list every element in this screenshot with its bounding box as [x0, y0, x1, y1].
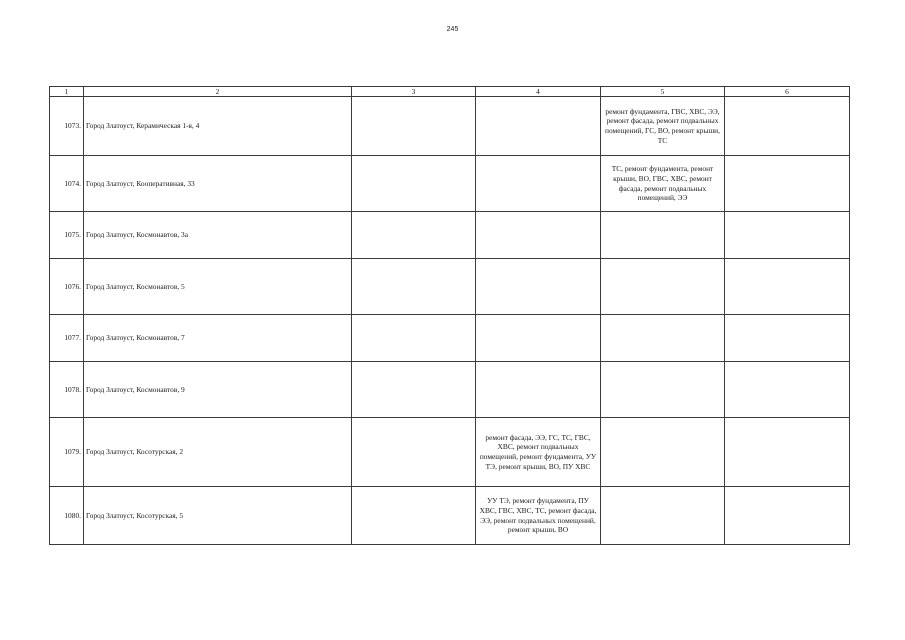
column-6-cell [725, 97, 850, 156]
column-5-cell [601, 362, 725, 418]
row-number: 1075. [50, 212, 84, 259]
table-row [50, 362, 850, 418]
column-6-cell [725, 362, 850, 418]
column-6-cell [725, 259, 850, 315]
column-6-cell [725, 418, 850, 487]
row-number: 1073. [50, 97, 84, 156]
column-5-cell [601, 315, 725, 362]
column-3-cell [352, 259, 476, 315]
address-cell: Город Златоуст, Косотурская, 5 [84, 487, 352, 545]
row-number: 1079. [50, 418, 84, 487]
column-header: 6 [725, 87, 850, 97]
column-3-cell [352, 97, 476, 156]
row-number: 1078. [50, 362, 84, 418]
address-cell: Город Златоуст, Косотурская, 2 [84, 418, 352, 487]
column-5-cell [601, 418, 725, 487]
table-row [50, 315, 850, 362]
address-cell: Город Златоуст, Космонавтов, 3а [84, 212, 352, 259]
table-row [50, 487, 850, 545]
column-6-cell [725, 315, 850, 362]
address-cell: Город Златоуст, Космонавтов, 7 [84, 315, 352, 362]
column-5-cell [601, 259, 725, 315]
table-row [50, 97, 850, 156]
column-4-cell [476, 212, 601, 259]
row-number: 1076. [50, 259, 84, 315]
address-cell: Город Златоуст, Керамическая 1-я, 4 [84, 97, 352, 156]
column-header: 4 [476, 87, 601, 97]
column-5-cell [601, 487, 725, 545]
column-3-cell [352, 362, 476, 418]
column-header: 1 [50, 87, 84, 97]
table-row [50, 418, 850, 487]
page-number: 245 [446, 26, 459, 33]
column-number-row [50, 87, 850, 97]
address-cell: Город Златоуст, Космонавтов, 9 [84, 362, 352, 418]
row-number: 1074. [50, 156, 84, 212]
column-4-cell [476, 259, 601, 315]
column-4-cell [476, 362, 601, 418]
buildings-table [49, 86, 850, 545]
column-header: 5 [601, 87, 725, 97]
column-6-cell [725, 212, 850, 259]
column-6-cell [725, 156, 850, 212]
column-3-cell [352, 156, 476, 212]
column-4-cell [476, 315, 601, 362]
column-4-cell: ремонт фасада, ЭЭ, ГС, ТС, ГВС, ХВС, ремонт подвальных помещений, ремонт фундамента, УУ ТЭ, ремонт крыши, ВО, ПУ ХВС [476, 418, 601, 487]
column-header: 3 [352, 87, 476, 97]
column-5-cell: ремонт фундамента, ГВС, ХВС, ЭЭ, ремонт фасада, ремонт подвальных помещений, ГС, ВО, ремонт крыши, ТС [601, 97, 725, 156]
column-3-cell [352, 315, 476, 362]
column-header: 2 [84, 87, 352, 97]
column-5-cell [601, 212, 725, 259]
row-number: 1080. [50, 487, 84, 545]
column-4-cell: УУ ТЭ, ремонт фундамента, ПУ ХВС, ГВС, ХВС, ТС, ремонт фасада, ЭЭ, ремонт подвальных помещений, ремонт крыши, ВО [476, 487, 601, 545]
column-5-cell: ТС, ремонт фундамента, ремонт крыши, ВО, ГВС, ХВС, ремонт фасада, ремонт подвальных помещений, ЭЭ [601, 156, 725, 212]
table-row [50, 156, 850, 212]
address-cell: Город Златоуст, Кооперативная, 33 [84, 156, 352, 212]
column-4-cell [476, 156, 601, 212]
column-3-cell [352, 487, 476, 545]
table-row [50, 259, 850, 315]
column-4-cell [476, 97, 601, 156]
table-row [50, 212, 850, 259]
column-3-cell [352, 212, 476, 259]
column-6-cell [725, 487, 850, 545]
row-number: 1077. [50, 315, 84, 362]
column-3-cell [352, 418, 476, 487]
address-cell: Город Златоуст, Космонавтов, 5 [84, 259, 352, 315]
